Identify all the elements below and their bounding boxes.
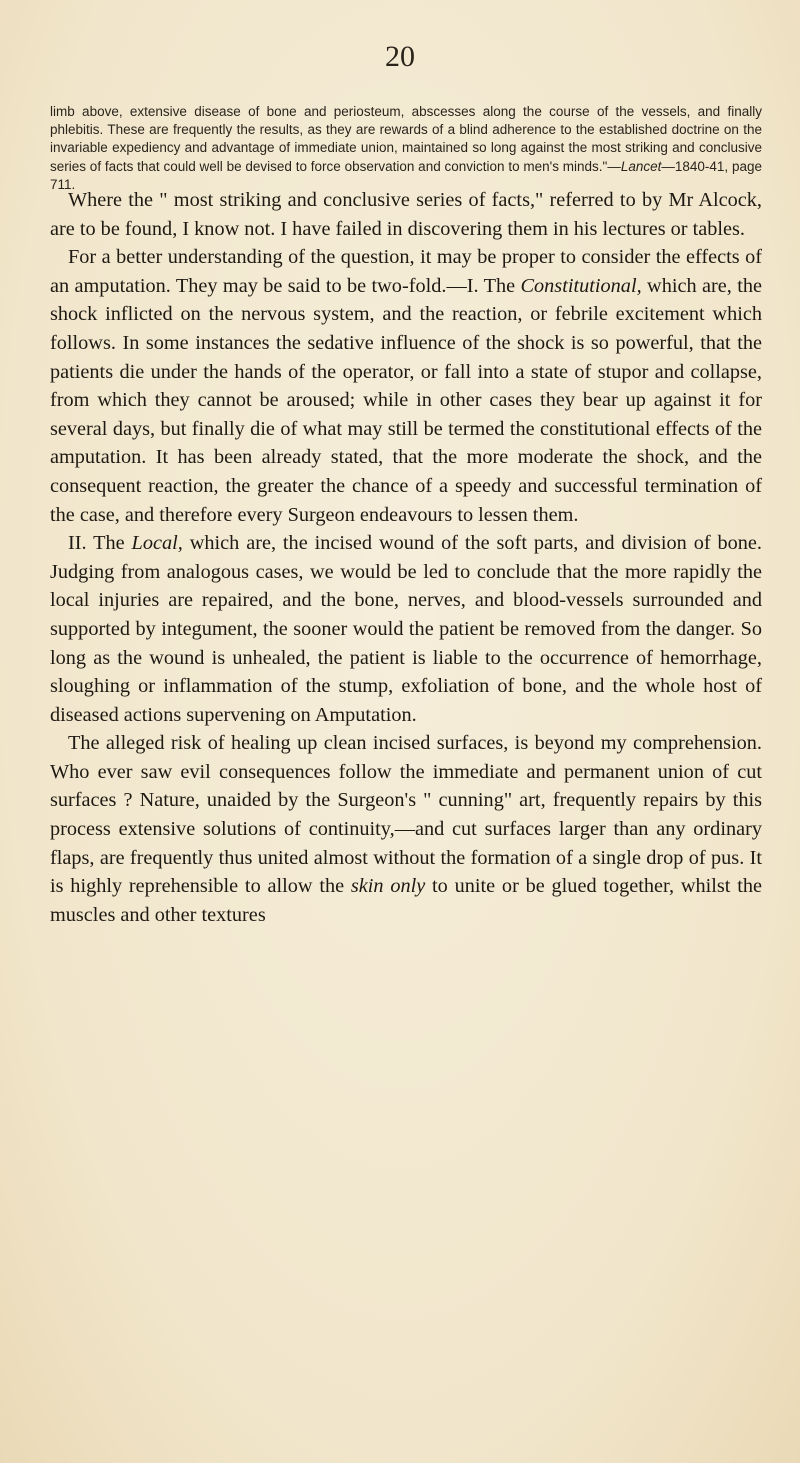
paragraph-3 (50, 529, 762, 729)
paragraph-2-text-a: For a better understanding of the question, it may be proper to consider the effects of an amputation. They may be said to be two-fold.—I. The (50, 246, 762, 297)
page-number: 20 (385, 40, 415, 73)
quote-text: limb above, extensive disease of bone and periosteum, abscesses along the course of the vessels, and finally phlebitis. These are frequently the results, as they are rewards of a blind adherence to the established doctrine on the invariable expediency and advantage of immediate union, maintained so long against the most striking and conclusive series of facts that could well be devised to force observation and conviction to men's minds."— (50, 104, 762, 174)
paragraph-3-text-a: II. The (68, 532, 132, 555)
paragraph-4 (50, 729, 762, 929)
body-text (50, 186, 762, 929)
paragraph-4-text-b: to unite or be glued together, whilst the muscles and other textures (50, 875, 762, 926)
paragraph-4-text-a: The alleged risk of healing up clean incised surfaces, is beyond my comprehension. Who ever saw evil consequences follow the immediate and permanent union of cut surfaces ? Nature, unaided by the Surgeon's " cunning" art, frequently repairs by this process extensive solutions of continuity,—and cut surfaces larger than any ordinary flaps, are frequently thus united almost without the formation of a single drop of pus. It is highly reprehensible to allow the (50, 732, 762, 898)
quote-source: Lancet (620, 158, 662, 174)
paragraph-4-term: skin only (350, 875, 426, 898)
paragraph-2-text-b: which are, the shock inflicted on the nervous system, and the reaction, or febrile excitement which follows. In some instances the sedative influence of the shock is so powerful, that the patients die under the hands of the operator, or fall into a state of stupor and collapse, from which they cannot be aroused; while in other cases they bear up against it for several days, but finally die of what may still be termed the constitutional effects of the amputation. It has been already stated, that the more moderate the shock, and the consequent reaction, the greater the chance of a speedy and successful termination of the case, and therefore every Surgeon endeavours to lessen them. (50, 274, 762, 526)
paragraph-2 (50, 243, 762, 529)
paragraph-3-term: Local, (131, 532, 183, 555)
paragraph-1: Where the " most striking and conclusive series of facts," referred to by Mr Alcock, are to be found, I know not. I have failed in discovering them in his lectures or tables. (50, 189, 762, 240)
block-quote (50, 103, 762, 194)
paragraph-3-text-b: which are, the incised wound of the soft parts, and division of bone. Judging from analogous cases, we would be led to conclude that the more rapidly the local injuries are repaired, and the bone, nerves, and blood-vessels surrounded and supported by integument, the sooner would the patient be removed from the danger. So long as the wound is unhealed, the patient is liable to the occurrence of hemorrhage, sloughing or inflammation of the stump, exfoliation of bone, and the whole host of diseased actions supervening on Amputation. (50, 532, 762, 726)
paragraph-2-term: Constitutional, (520, 274, 642, 297)
quote-citation: —1840-41, page 711. (50, 158, 762, 192)
